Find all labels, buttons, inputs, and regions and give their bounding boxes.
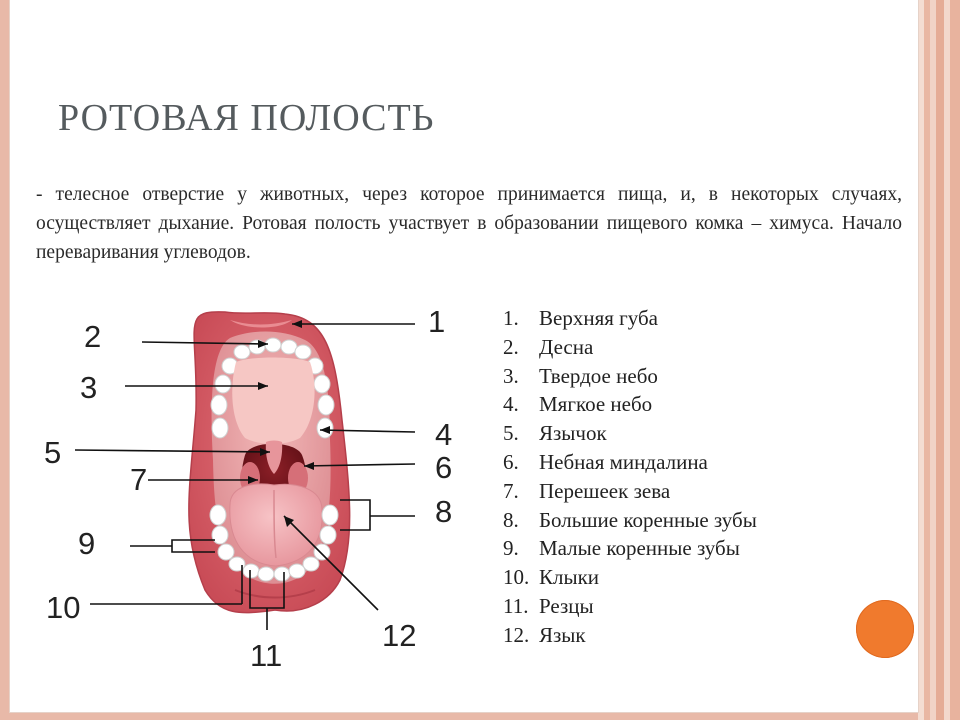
legend-num: 11. <box>503 593 529 618</box>
legend-text: Десна <box>539 334 594 359</box>
diagram-label-3: 3 <box>80 370 98 405</box>
diagram-label-5: 5 <box>44 435 62 470</box>
legend-text: Верхняя губа <box>539 306 658 330</box>
slide-description: - телесное отверстие у животных, через которое принимается пища, и, в некоторых случаях, осуществляет дыхание. Ротовая полость участвует в образовании пищевого комка – химуса. Начало переваривания углеводов. <box>36 184 902 263</box>
diagram-label-7: 7 <box>130 462 148 497</box>
legend-num: 12. <box>503 622 530 647</box>
legend-item <box>503 506 757 535</box>
legend-num: 9. <box>503 536 519 561</box>
legend-text: Небная миндалина <box>539 449 708 474</box>
legend-item <box>503 390 757 419</box>
legend-text: Язык <box>539 622 586 647</box>
diagram-label-11: 11 <box>250 638 283 673</box>
legend-num: 10. <box>503 565 530 590</box>
legend-text: Перешеек зева <box>539 478 671 503</box>
diagram-label-10: 10 <box>46 590 81 625</box>
diagram-label-1: 1 <box>428 304 446 339</box>
legend-num: 6. <box>503 449 519 474</box>
decorative-circle <box>856 600 914 658</box>
legend-item <box>503 563 757 592</box>
decorative-stripes <box>918 0 960 720</box>
diagram-label-9: 9 <box>78 526 96 561</box>
legend-num: 3. <box>503 363 519 388</box>
legend-item <box>503 419 757 448</box>
legend-item <box>503 477 757 506</box>
legend-num: 1. <box>503 306 519 330</box>
legend-text: Резцы <box>539 593 594 618</box>
legend-list <box>503 304 757 650</box>
legend-item <box>503 304 757 333</box>
legend-num: 8. <box>503 507 519 532</box>
legend-num: 2. <box>503 334 519 359</box>
slide-title: РОТОВАЯ ПОЛОСТЬ <box>58 97 435 139</box>
diagram-label-2: 2 <box>84 319 102 354</box>
legend-item <box>503 333 757 362</box>
diagram-label-12: 12 <box>382 618 417 653</box>
legend-item <box>503 448 757 477</box>
legend-text: Мягкое небо <box>539 392 653 417</box>
legend-text: Большие коренные зубы <box>539 507 757 532</box>
legend-text: Твердое небо <box>539 363 658 388</box>
mouth-diagram <box>30 290 453 680</box>
legend-text: Малые коренные зубы <box>539 536 740 561</box>
diagram-label-6: 6 <box>435 450 453 485</box>
legend-num: 5. <box>503 421 519 446</box>
hard-palate <box>232 358 314 445</box>
diagram-label-4: 4 <box>435 417 453 452</box>
diagram-label-8: 8 <box>435 494 453 529</box>
legend-text: Язычок <box>539 421 607 446</box>
legend-item <box>503 621 757 650</box>
legend-item <box>503 592 757 621</box>
legend-item <box>503 534 757 563</box>
legend-num: 4. <box>503 392 519 417</box>
legend-item <box>503 362 757 391</box>
legend-text: Клыки <box>539 565 600 590</box>
legend-num: 7. <box>503 478 519 503</box>
